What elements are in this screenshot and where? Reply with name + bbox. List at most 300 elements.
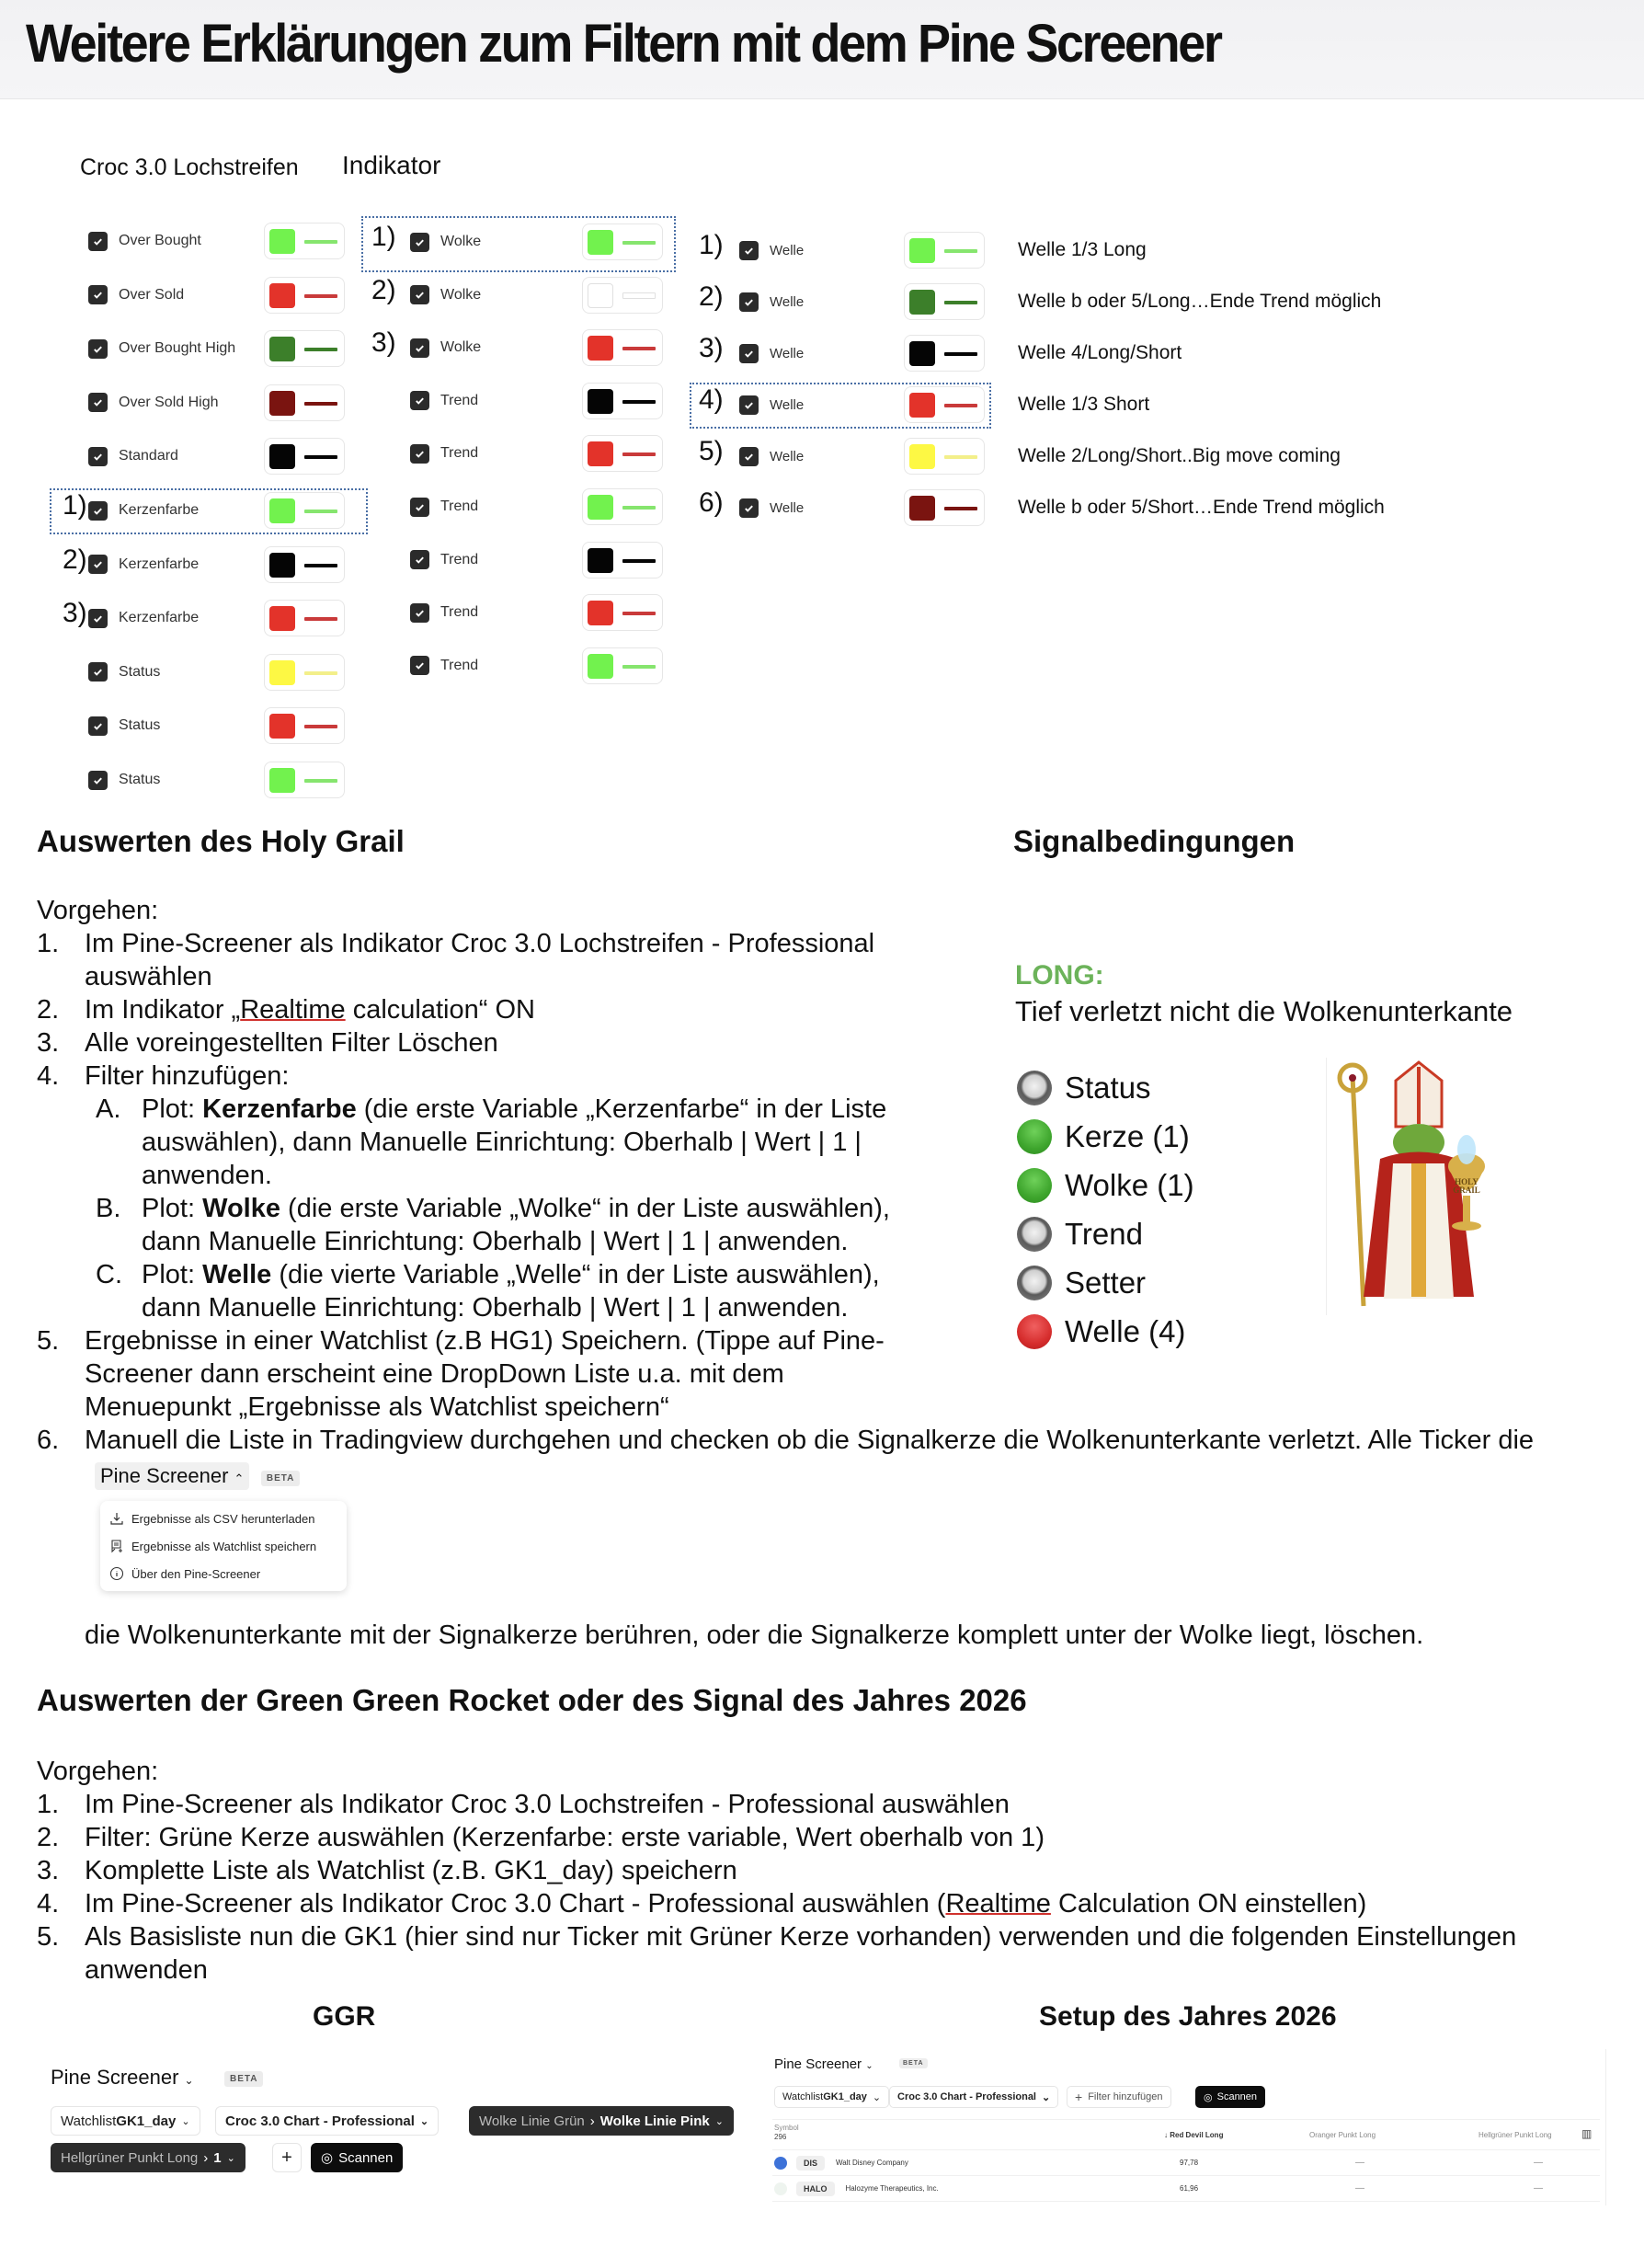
signal-label: Kerze (1) xyxy=(1065,1119,1190,1153)
plot-checkbox[interactable] xyxy=(88,555,108,574)
step-number: 1. xyxy=(37,1790,60,1819)
plot-checkbox[interactable] xyxy=(410,498,429,517)
plot-row-col3 xyxy=(739,437,804,475)
plot-name: Wolke xyxy=(202,1194,280,1223)
plot-row-col1 xyxy=(88,329,235,368)
step-text: Filter: Grüne Kerze auswählen (Kerzenfarbe: erste variable, Wert oberhalb von 1) xyxy=(85,1823,1045,1852)
line-preview xyxy=(304,455,337,459)
substep-letter: C. xyxy=(96,1260,122,1289)
hg-step-1 xyxy=(37,927,874,993)
line-preview xyxy=(944,455,977,459)
status-light-icon xyxy=(1017,1071,1052,1105)
title-banner xyxy=(0,0,1644,99)
hg-step-2 xyxy=(37,993,535,1026)
plot-label: Wolke xyxy=(440,339,482,356)
chevron-right-icon: › xyxy=(589,2113,595,2129)
step-text: calculation“ ON xyxy=(345,995,535,1025)
signal-item xyxy=(1017,1217,1143,1252)
hg-step-4 xyxy=(37,1060,289,1093)
setup-panel-title[interactable] xyxy=(774,2056,873,2072)
ggr-title: GGR xyxy=(313,2001,376,2032)
color-square xyxy=(269,444,295,469)
step-text: Alle voreingestellten Filter Löschen xyxy=(85,1028,498,1058)
signal-heading: Signalbedingungen xyxy=(1013,824,1296,858)
status-light-icon xyxy=(1017,1168,1052,1203)
setup-pine-screener-panel xyxy=(772,2049,1609,2205)
plot-index-number: 1) xyxy=(63,490,87,521)
company-name: Walt Disney Company xyxy=(836,2159,908,2167)
line-preview xyxy=(944,352,977,356)
substep-text: anwenden. xyxy=(142,1161,272,1190)
plot-row-col3 xyxy=(739,231,804,269)
plot-index-number: 2) xyxy=(371,274,396,305)
plot-checkbox[interactable] xyxy=(739,241,759,260)
plot-index-number: 3) xyxy=(371,327,396,359)
red-devil-value: 97,78 xyxy=(1180,2159,1199,2167)
watchlist-select[interactable] xyxy=(774,2086,889,2108)
ggr-step-2 xyxy=(37,1821,1045,1854)
color-square xyxy=(909,444,935,469)
dropdown-menu xyxy=(100,1501,347,1591)
plot-index-number: 3) xyxy=(63,598,87,629)
mascot-cup-text: HOLY xyxy=(1455,1177,1478,1186)
menu-item-watchlist[interactable] xyxy=(100,1532,347,1560)
plot-label: Welle xyxy=(770,345,805,361)
scan-button[interactable] xyxy=(311,2143,403,2172)
plot-checkbox[interactable] xyxy=(739,447,759,466)
line-preview xyxy=(622,612,656,615)
table-header xyxy=(772,2119,1600,2150)
plot-checkbox[interactable] xyxy=(410,285,429,304)
plot-color-swatch[interactable] xyxy=(582,488,663,525)
color-square xyxy=(909,496,935,521)
signal-item xyxy=(1017,1119,1190,1154)
substep-letter: B. xyxy=(96,1194,121,1223)
substep-text: Plot: xyxy=(142,1260,203,1289)
chevron-down-icon: ⌄ xyxy=(181,2115,190,2127)
color-square xyxy=(588,441,613,466)
plot-label: Over Bought xyxy=(119,233,201,248)
substep-text: Plot: xyxy=(142,1094,203,1124)
plot-index-number: 4) xyxy=(699,384,724,415)
column-hellgruener-punkt-long[interactable]: Hellgrüner Punkt Long xyxy=(1478,2131,1552,2139)
plot-color-swatch[interactable] xyxy=(904,489,985,526)
hg-substep-b xyxy=(96,1192,890,1258)
hg-step-5 xyxy=(37,1324,885,1424)
panel-title-text: Pine Screener xyxy=(51,2066,179,2089)
ggr-step-4 xyxy=(37,1887,1366,1920)
plot-row-col1 xyxy=(88,545,199,584)
step-number: 3. xyxy=(37,1856,60,1885)
table-row[interactable] xyxy=(772,2150,1600,2176)
plot-row-col1 xyxy=(88,761,160,799)
plot-color-swatch[interactable] xyxy=(264,277,345,314)
signal-label: Status xyxy=(1065,1071,1151,1105)
status-light-icon xyxy=(1017,1119,1052,1154)
hg-step-3 xyxy=(37,1026,498,1060)
step-text: Im Pine-Screener als Indikator Croc 3.0 Lochstreifen - Professional auswählen xyxy=(85,1790,1010,1819)
line-preview xyxy=(304,402,337,406)
oranger-punkt-value: — xyxy=(1355,2158,1364,2168)
step-text: anwenden xyxy=(85,1955,208,1985)
chevron-up-icon: ⌃ xyxy=(234,1472,245,1485)
ggr-step-5 xyxy=(37,1920,1516,1987)
menu-item-label: Ergebnisse als CSV herunterladen xyxy=(131,1511,315,1526)
add-filter-button[interactable] xyxy=(1067,2086,1171,2108)
plot-color-swatch[interactable] xyxy=(582,542,663,578)
ggr-intro: Vorgehen: xyxy=(37,1757,159,1786)
plot-label: Trend xyxy=(440,445,479,462)
welle-description: Welle 1/3 Short xyxy=(1018,394,1150,415)
signal-label: Welle (4) xyxy=(1065,1314,1186,1348)
chevron-down-icon: ⌄ xyxy=(1042,2091,1051,2103)
plot-index-number: 2) xyxy=(63,544,87,575)
plot-color-swatch[interactable] xyxy=(904,232,985,269)
plot-checkbox[interactable] xyxy=(88,716,108,736)
welle-description: Welle 1/3 Long xyxy=(1018,239,1147,260)
welle-description: Welle 2/Long/Short..Big move coming xyxy=(1018,445,1341,466)
color-square xyxy=(909,238,935,263)
pine-screener-menu xyxy=(95,1462,352,1591)
plot-checkbox[interactable] xyxy=(88,662,108,682)
color-square xyxy=(269,714,295,739)
line-preview xyxy=(622,400,656,404)
step-text: Manuell die Liste in Tradingview durchgehen und checken ob die Signalkerze die Wolkenunterkante verletzt. Alle Ticker die xyxy=(85,1426,1535,1455)
color-square xyxy=(269,768,295,793)
plot-color-swatch[interactable] xyxy=(264,707,345,744)
plot-checkbox[interactable] xyxy=(88,232,108,251)
plot-checkbox[interactable] xyxy=(88,609,108,628)
plus-icon: + xyxy=(1075,2090,1083,2104)
halo-logo-icon xyxy=(774,2182,787,2195)
panel-divider xyxy=(1605,2049,1606,2205)
plot-color-swatch[interactable] xyxy=(904,335,985,372)
line-preview xyxy=(304,564,337,567)
indicator-select[interactable] xyxy=(215,2106,439,2136)
color-square xyxy=(588,283,613,308)
spellcheck-word: Realtime xyxy=(240,995,346,1025)
plot-index-number: 6) xyxy=(699,487,724,518)
add-filter-button[interactable] xyxy=(272,2143,302,2172)
signal-item xyxy=(1017,1071,1151,1105)
plot-row-col1 xyxy=(88,437,178,475)
plot-checkbox[interactable] xyxy=(739,498,759,518)
highlight-kerzenfarbe-1 xyxy=(50,488,368,534)
color-square xyxy=(269,553,295,578)
scan-label: Scannen xyxy=(338,2149,394,2166)
plot-row-col1 xyxy=(88,222,201,260)
filter-from: Wolke Linie Grün xyxy=(479,2113,585,2129)
signal-label: Setter xyxy=(1065,1266,1147,1300)
plot-row-col1 xyxy=(88,653,160,692)
plot-row-col2 xyxy=(410,593,478,632)
welle-description: Welle b oder 5/Long…Ende Trend möglich xyxy=(1018,291,1382,312)
plot-label: Wolke xyxy=(440,286,482,303)
beta-badge: BETA xyxy=(261,1471,300,1486)
menu-item-about[interactable] xyxy=(100,1560,347,1587)
watchlist-add-icon xyxy=(108,1537,126,1555)
signal-item xyxy=(1017,1168,1194,1203)
filter-wolke[interactable] xyxy=(469,2106,734,2136)
filter-hellgruener-punkt[interactable] xyxy=(51,2143,245,2172)
step-number: 4. xyxy=(37,1889,60,1919)
watchlist-select[interactable] xyxy=(51,2106,200,2136)
step-text: Im Indikator „ xyxy=(85,995,241,1025)
plot-row-col2 xyxy=(410,647,478,685)
plot-row-col2 xyxy=(410,276,481,315)
symbol-column-header[interactable] xyxy=(774,2124,799,2142)
filter-to: 1 xyxy=(213,2149,222,2166)
plot-color-swatch[interactable] xyxy=(264,654,345,691)
chevron-down-icon: ⌄ xyxy=(872,2091,882,2103)
plot-label: Trend xyxy=(440,604,479,621)
plot-color-swatch[interactable] xyxy=(264,384,345,421)
step-text: Calculation ON einstellen) xyxy=(1050,1889,1367,1919)
page-title: Weitere Erklärungen zum Filtern mit dem Pine Screener xyxy=(26,14,1221,74)
column-red-devil-long[interactable]: ↓ Red Devil Long xyxy=(1164,2131,1224,2139)
color-square xyxy=(588,389,613,414)
plot-label: Trend xyxy=(440,498,479,514)
menu-item-label: Ergebnisse als Watchlist speichern xyxy=(131,1539,317,1553)
plot-color-swatch[interactable] xyxy=(582,594,663,631)
plot-row-col2 xyxy=(410,434,478,473)
substep-text: dann Manuelle Einrichtung: Oberhalb | Wert | 1 | anwenden. xyxy=(142,1227,849,1256)
plot-color-swatch[interactable] xyxy=(582,383,663,419)
line-preview xyxy=(944,507,977,510)
welle-description: Welle b oder 5/Short…Ende Trend möglich xyxy=(1018,497,1385,518)
substep-text: (die vierte Variable „Welle“ in der Liste auswählen), xyxy=(271,1260,880,1289)
plot-label: Welle xyxy=(770,242,805,258)
substep-text: auswählen), dann Manuelle Einrichtung: Oberhalb | Wert | 1 | xyxy=(142,1128,862,1157)
plot-row-col2 xyxy=(410,487,478,526)
beta-badge: BETA xyxy=(224,2071,263,2087)
status-light-icon xyxy=(1017,1217,1052,1252)
chevron-down-icon: ⌄ xyxy=(714,2115,724,2127)
plot-index-number: 2) xyxy=(699,281,724,312)
column-oranger-punkt-long[interactable]: Oranger Punkt Long xyxy=(1309,2131,1376,2139)
symbol-count: 296 xyxy=(774,2133,787,2141)
plot-checkbox[interactable] xyxy=(410,603,429,623)
line-preview xyxy=(622,559,656,563)
plot-row-col1 xyxy=(88,706,160,745)
plot-label: Standard xyxy=(119,448,178,464)
plot-checkbox[interactable] xyxy=(739,344,759,363)
plot-checkbox[interactable] xyxy=(88,771,108,790)
long-description: Tief verletzt nicht die Wolkenunterkante xyxy=(1015,995,1513,1027)
plot-label: Welle xyxy=(770,499,805,516)
plot-color-swatch[interactable] xyxy=(582,647,663,684)
beta-badge: BETA xyxy=(899,2058,928,2068)
welle-description: Welle 4/Long/Short xyxy=(1018,342,1182,363)
hellgruener-punkt-value: — xyxy=(1534,2183,1543,2194)
hellgruener-punkt-value: — xyxy=(1534,2158,1543,2168)
step-number: 4. xyxy=(37,1061,60,1091)
setup-title: Setup des Jahres 2026 xyxy=(1039,2001,1337,2032)
svg-text:GRAIL: GRAIL xyxy=(1453,1186,1480,1195)
step-number: 2. xyxy=(37,1823,60,1852)
ticker-badge: DIS xyxy=(796,2156,825,2171)
plot-checkbox[interactable] xyxy=(739,292,759,312)
step-number: 5. xyxy=(37,1326,60,1356)
scan-button[interactable] xyxy=(1195,2086,1265,2108)
plot-row-col2 xyxy=(410,382,478,420)
step-text: Im Pine-Screener als Indikator Croc 3.0 Lochstreifen - Professional xyxy=(85,929,875,958)
color-square xyxy=(909,341,935,366)
holy-grail-heading: Auswerten des Holy Grail xyxy=(37,824,405,858)
plot-color-swatch[interactable] xyxy=(582,277,663,314)
plot-label: Trend xyxy=(440,657,479,673)
color-square xyxy=(269,606,295,631)
step-text: Als Basisliste nun die GK1 (hier sind nur Ticker mit Grüner Kerze vorhanden) verwenden und die folgenden Einstellungen xyxy=(85,1922,1517,1952)
color-square xyxy=(588,548,613,573)
line-preview xyxy=(622,665,656,669)
plot-checkbox[interactable] xyxy=(88,393,108,412)
plot-color-swatch[interactable] xyxy=(264,546,345,583)
step-number: 3. xyxy=(37,1028,60,1058)
color-square xyxy=(588,495,613,520)
holy-grail-mascot-image xyxy=(1326,1058,1501,1315)
plot-color-swatch[interactable] xyxy=(904,283,985,320)
plot-label: Over Bought High xyxy=(119,340,236,357)
indicator-value: Croc 3.0 Chart - Professional xyxy=(897,2091,1036,2102)
line-preview xyxy=(304,617,337,621)
line-preview xyxy=(304,240,337,244)
plot-color-swatch[interactable] xyxy=(582,435,663,472)
watchlist-value: GK1_day xyxy=(823,2091,867,2102)
plot-row-col1 xyxy=(88,276,184,315)
plot-color-swatch[interactable] xyxy=(264,223,345,259)
ticker-badge: HALO xyxy=(796,2182,835,2196)
highlight-wolke-1 xyxy=(361,216,676,272)
plot-label: Welle xyxy=(770,448,805,464)
signal-label: Wolke (1) xyxy=(1065,1168,1194,1202)
color-square xyxy=(269,229,295,254)
line-preview xyxy=(944,301,977,304)
line-preview xyxy=(622,347,656,350)
filter-to: Wolke Linie Pink xyxy=(599,2113,710,2129)
hg-step-6-cont: die Wolkenunterkante mit der Signalkerze berühren, oder die Signalkerze komplett unter der Wolke liegt, löschen. xyxy=(85,1621,1424,1650)
substep-text: Plot: xyxy=(142,1194,203,1223)
plot-label: Kerzenfarbe xyxy=(119,556,200,572)
plot-row-col3 xyxy=(739,334,804,372)
company-name: Halozyme Therapeutics, Inc. xyxy=(845,2184,939,2193)
plot-color-swatch[interactable] xyxy=(264,600,345,636)
red-devil-value: 61,96 xyxy=(1180,2184,1199,2193)
plot-color-swatch[interactable] xyxy=(264,762,345,798)
line-preview xyxy=(622,452,656,456)
step-text: auswählen xyxy=(85,962,212,991)
step-text: Komplette Liste als Watchlist (z.B. GK1_day) speichern xyxy=(85,1856,737,1885)
indicator-value: Croc 3.0 Chart - Professional xyxy=(225,2113,415,2129)
color-square xyxy=(269,660,295,685)
plot-checkbox[interactable] xyxy=(410,338,429,358)
plot-row-col1 xyxy=(88,599,199,637)
signal-label: Trend xyxy=(1065,1217,1143,1251)
line-preview xyxy=(304,294,337,298)
chevron-down-icon: ⌄ xyxy=(184,2074,194,2087)
plot-checkbox[interactable] xyxy=(88,285,108,304)
color-square xyxy=(588,601,613,625)
plot-checkbox[interactable] xyxy=(410,656,429,675)
pine-screener-title[interactable] xyxy=(95,1462,249,1490)
color-square xyxy=(909,290,935,315)
signal-item xyxy=(1017,1314,1185,1349)
plot-label: Welle xyxy=(770,396,805,413)
ggr-heading: Auswerten der Green Green Rocket oder des Signal des Jahres 2026 xyxy=(37,1683,1027,1717)
plot-checkbox[interactable] xyxy=(410,550,429,569)
line-preview xyxy=(304,779,337,783)
plot-label: Wolke xyxy=(440,234,482,249)
substep-text: (die erste Variable „Wolke“ in der Liste auswählen), xyxy=(280,1194,890,1223)
status-light-icon xyxy=(1017,1266,1052,1300)
step-text: Ergebnisse in einer Watchlist (z.B HG1) Speichern. (Tippe auf Pine- xyxy=(85,1326,885,1356)
substep-text: dann Manuelle Einrichtung: Oberhalb | Wert | 1 | anwenden. xyxy=(142,1293,849,1323)
plot-row-col1 xyxy=(88,384,219,422)
plot-checkbox[interactable] xyxy=(88,339,108,359)
plot-checkbox[interactable] xyxy=(410,444,429,464)
plot-label: Kerzenfarbe xyxy=(119,502,200,518)
ggr-step-1 xyxy=(37,1788,1010,1821)
plus-icon: + xyxy=(281,2147,292,2168)
table-row[interactable] xyxy=(772,2176,1600,2202)
step-text: Menuepunkt „Ergebnisse als Watchlist speichern“ xyxy=(85,1392,669,1422)
dis-logo-icon xyxy=(774,2157,787,2170)
plot-name: Kerzenfarbe xyxy=(202,1094,357,1124)
chevron-down-icon: ⌄ xyxy=(419,2115,429,2127)
hg-substep-a xyxy=(96,1093,886,1192)
info-icon xyxy=(108,1564,126,1583)
menu-item-label: Über den Pine-Screener xyxy=(131,1566,261,1581)
plot-color-swatch[interactable] xyxy=(264,330,345,367)
step-number: 1. xyxy=(37,929,60,958)
substep-text: (die erste Variable „Kerzenfarbe“ in der Liste xyxy=(356,1094,887,1124)
indicator-select[interactable] xyxy=(889,2086,1058,2108)
symbol-header-label: Symbol xyxy=(774,2124,799,2132)
plot-color-swatch[interactable] xyxy=(582,329,663,366)
plot-row-col3 xyxy=(739,282,804,321)
substep-letter: A. xyxy=(96,1094,121,1124)
plot-row-col2 xyxy=(410,328,481,367)
plot-label: Status xyxy=(119,663,161,680)
panel-title-text: Pine Screener xyxy=(774,2056,862,2072)
status-light-icon xyxy=(1017,1314,1052,1349)
hg-step-6 xyxy=(37,1424,1534,1457)
line-preview xyxy=(622,506,656,510)
oranger-punkt-value: — xyxy=(1355,2183,1364,2194)
scan-label: Scannen xyxy=(1216,2091,1258,2102)
line-preview xyxy=(944,249,977,253)
plot-label: Status xyxy=(119,772,161,787)
plot-index-number: 1) xyxy=(371,222,396,252)
columns-settings-icon[interactable]: ▥ xyxy=(1581,2127,1593,2140)
color-square xyxy=(588,336,613,361)
hg-substep-c xyxy=(96,1258,880,1324)
plot-label: Welle xyxy=(770,293,805,310)
indicator-label: Indikator xyxy=(342,151,441,179)
color-square xyxy=(269,337,295,361)
holy-grail-intro: Vorgehen: xyxy=(37,896,159,925)
line-preview xyxy=(304,671,337,675)
plot-color-swatch[interactable] xyxy=(264,438,345,475)
ggr-panel-title[interactable] xyxy=(51,2066,194,2090)
chevron-right-icon: › xyxy=(203,2149,209,2166)
plot-checkbox[interactable] xyxy=(88,447,108,466)
plot-color-swatch[interactable] xyxy=(904,438,985,475)
croc-label: Croc 3.0 Lochstreifen xyxy=(80,155,299,180)
plot-checkbox[interactable] xyxy=(410,391,429,410)
radar-icon: ◎ xyxy=(1204,2091,1213,2103)
menu-item-csv[interactable] xyxy=(100,1505,347,1532)
